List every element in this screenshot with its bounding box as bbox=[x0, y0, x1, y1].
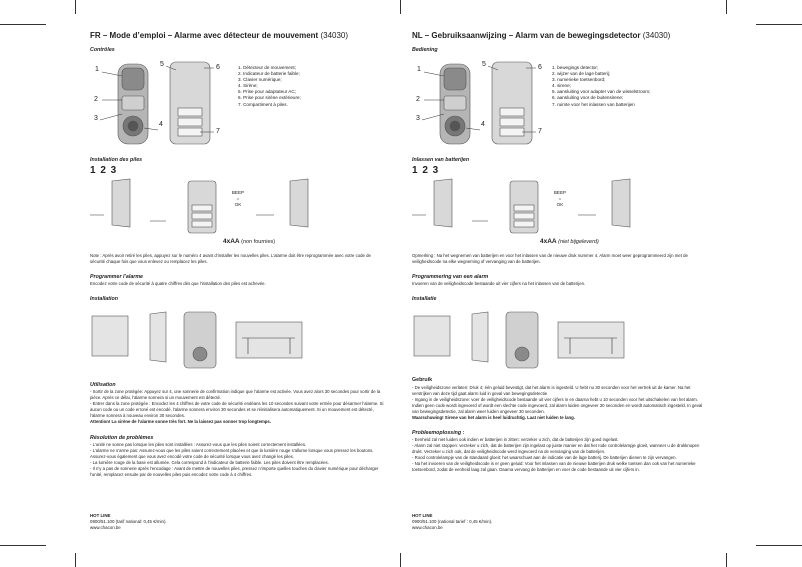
crop-mark bbox=[756, 545, 802, 546]
hotline: HOT LINE 0900/51.100 (national tarief : 0,45 €/min). www.chacon.be bbox=[412, 513, 493, 530]
page-title: NL – Gebruiksaanwijzing – Alarm van de bewegingsdetector (34030) bbox=[412, 31, 671, 40]
callout-1: 1 bbox=[95, 66, 99, 73]
installation-diagram bbox=[412, 308, 712, 370]
battery-requirement: 4xAA (non fournies) bbox=[223, 238, 276, 245]
controls-heading: Contrôles bbox=[90, 47, 115, 53]
crop-mark bbox=[756, 24, 802, 25]
program-text: Invoeren van de veiligheidscode bestaande uit vier cijfers na het inlassen van de batterijen. bbox=[412, 281, 586, 286]
use-heading: Utilisation bbox=[90, 382, 116, 388]
callout-2: 2 bbox=[94, 96, 98, 103]
controls-heading: Bediening bbox=[412, 47, 438, 53]
callout-7: 7 bbox=[538, 128, 542, 135]
troubleshooting-text: - L’unité ne sonne pas lorsque les piles sont installées : Assurez-vous que les piles soient correctement installées. - L’alarme ne s’arme pas: Assurez-vous que les piles soient correctement placées et que la lumière rouge s’allume lorsque vous pressez les boutons. Assurez-vous également que vous avez encodé votre code de sécurité lorsque vous avez changé les piles. - La lumière rouge de la base est allumée. Cela correspond à l’indicateur de batterie faible. Les piles doivent être remplacées. - Il n’y a pas de sonnerie après l’encodage : Avant de mettre de nouvelles piles, pressez n’importe quelles touches du clavier numérique pour décharger l’unité, remplacez ensuite par de nouvelles piles puis encodez votre code à 4 chiffres. bbox=[90, 442, 379, 477]
use-warning: Attention! La sirène de l’alarme sonne très fort. Ne la laissez pas sonner trop longtemps. bbox=[90, 419, 271, 424]
callout-4: 4 bbox=[159, 121, 163, 128]
beep-label: BEEP = OK bbox=[553, 190, 567, 207]
installation-heading: Installation bbox=[90, 296, 118, 302]
battery-requirement: 4xAA (niet bijgeleverd) bbox=[540, 238, 599, 245]
use-warning: Waarschuwing! Sirene van het alarm is heel luidruchtig. Laat niet luiden te lang. bbox=[412, 415, 575, 420]
callout-4: 4 bbox=[481, 121, 485, 128]
use-text: - Sortir de la zone protégée: Appuyez sur 4, une sonnerie de confirmation indique que l’alarme est activée. Vous avez alors 30 secondes pour sortir de la pièce. Après ce délai, l’alarme sonnera si un mouvement est détecté. - Entrer dans la zone protégée : Encodez les 4 chiffres de votre code de sécurité endéans les 10 secondes suivant votre entrée pour désarmer l’alarme. Si aucun code ou un code erroné est encodé, l’alarme sonnera environ 30 secondes et se réinitialisera automatiquement. Si un mouvement est détecté, l’alarme sonnera à nouveau environ 30 secondes. Attention! La sirène de l’alarme sonne très fort. Ne la laissez pas sonner trop longtemps. bbox=[90, 389, 384, 424]
battery-steps: 1 2 3 bbox=[90, 165, 118, 176]
beep-label: BEEP = OK bbox=[231, 190, 245, 207]
callout-7: 7 bbox=[216, 128, 220, 135]
controls-diagram bbox=[412, 58, 558, 154]
installation-heading: Installatie bbox=[412, 296, 437, 302]
program-text: Encodez votre code de sécurité à quatre chiffres dès que l’installation des piles est achevée. bbox=[90, 281, 266, 286]
callout-1: 1 bbox=[417, 66, 421, 73]
hotline: HOT LINE 0900/51.100 (tarif national: 0,45 €/min). www.chacon.be bbox=[90, 513, 167, 530]
use-heading: Gebruik bbox=[412, 377, 433, 383]
callout-6: 6 bbox=[538, 64, 542, 71]
battery-steps: 1 2 3 bbox=[412, 165, 440, 176]
callout-2: 2 bbox=[416, 96, 420, 103]
crop-mark bbox=[0, 545, 46, 546]
installation-diagram bbox=[90, 308, 390, 370]
batteries-heading: Inlassen van batterijen bbox=[412, 157, 470, 163]
callout-5: 5 bbox=[482, 61, 486, 68]
controls-legend: 1. bewegings detector; 2. wijzer van de lage batterij; 3. numerieke toetsenbord; 4. sirene; 5. aansluiting voor adapter van de wisselstroom; 6. aansluiting voor de buitensirene; 7. ruimte voor het inlassen van batterijen bbox=[552, 65, 651, 107]
controls-legend: 1. Détecteur de mouvement; 2. Indicateur de batterie faible; 3. Clavier numérique; 4. Sirène; 5. Prise pour adaptateur AC; 6. Prise pour sirène extérieure; 7. Compartiment à piles. bbox=[238, 65, 301, 107]
program-heading: Programmer l’alarme bbox=[90, 274, 143, 280]
callout-3: 3 bbox=[94, 115, 98, 122]
use-text: - De veiligheidszone verlaten: Druk 4; één geluid bevestigt, dat het alarm is ingesteld. U hebt nu 30 seconden voor het vertrek uit de kamer. Na het verstrijken van deze tijd gaat alarm luid in geval van bewegingsdetectie - Ingang in de veiligheidszone: voer de veiligheidscode bestaande uit vier cijfers in en daarna hebt u 10 seconden voor het uitschakelen van het alarm. Indien geen code wordt ingevoerd of wordt een slechte code ingevoerd, zal alarm luiden ongeveer 30 seconden en wordt automatisch ingesteld. In geval van bewegingsdetectie, zal alarm weer luiden ongeveer 30 seconden. Waarschuwing! Sirene van het alarm is heel luidruchtig. Laat niet luiden te lang. bbox=[412, 385, 703, 420]
center-fold-mark bbox=[400, 553, 401, 567]
crop-mark bbox=[726, 0, 727, 14]
program-heading: Programmering van een alarm bbox=[412, 274, 489, 280]
batteries-heading: Installation des piles bbox=[90, 157, 143, 163]
center-fold-mark bbox=[400, 0, 401, 14]
page-title: FR – Mode d’emploi – Alarme avec détecteur de mouvement (34030) bbox=[90, 31, 349, 40]
callout-5: 5 bbox=[160, 61, 164, 68]
crop-mark bbox=[726, 553, 727, 567]
callout-6: 6 bbox=[216, 64, 220, 71]
troubleshooting-text: - Eenheid zal niet luiden ook indien er batterijen in zitten: verzeker u zich, dat de batterijen zijn goed ingelast. - Alarm zal niet stoppen: verzeker u zich, dat de batterijen zijn ingelast op juiste manier en dat het rode controlelampje gloeit, wanneer u de drukknopen drukt. Verzeker u zich ook, dat de veiligheidscode werd ingevoerd na de vervanging van de batterijen. - Rood controlelampje van de standaard gloeit: het waarschuwt aan de indicatie van de lage batterij. De batterijen dienen te zijn vervangen. - Na het invoeren van de veiligheidscode is er geen geluid: Voor het inlassen van de nieuwe batterijen druk welke toetsen dan ook van het numerieke toetsenbord, zodat de eenheid laag zal gaan. Daarna vervang de batterijen en voer de code bestaande uit vier cijfers in. bbox=[412, 437, 700, 472]
battery-note: Note : Après avoir retiré les piles, appuyez sur le numéro 4 avant d’installer les nouvelles piles. L’alarme doit être reprogrammée avec votre code de sécurité chaque fois que vous enlevez ou remplacez les piles. bbox=[90, 253, 371, 264]
crop-mark bbox=[75, 0, 76, 14]
crop-mark bbox=[75, 553, 76, 567]
crop-mark bbox=[0, 24, 46, 25]
callout-3: 3 bbox=[416, 115, 420, 122]
battery-note: Opmerking : Na het wegnemen van batterijen en voor het inlassen van de nieuwe druk nummer 4. Alarm moet weer geprogrammeerd zijn met de veiligheidscode na elke wegneming of vervanging van de batterijen. bbox=[412, 253, 688, 264]
controls-diagram bbox=[90, 58, 236, 154]
troubleshooting-heading: Probleemoplossing : bbox=[412, 430, 465, 436]
troubleshooting-heading: Résolution de problèmes bbox=[90, 435, 154, 441]
